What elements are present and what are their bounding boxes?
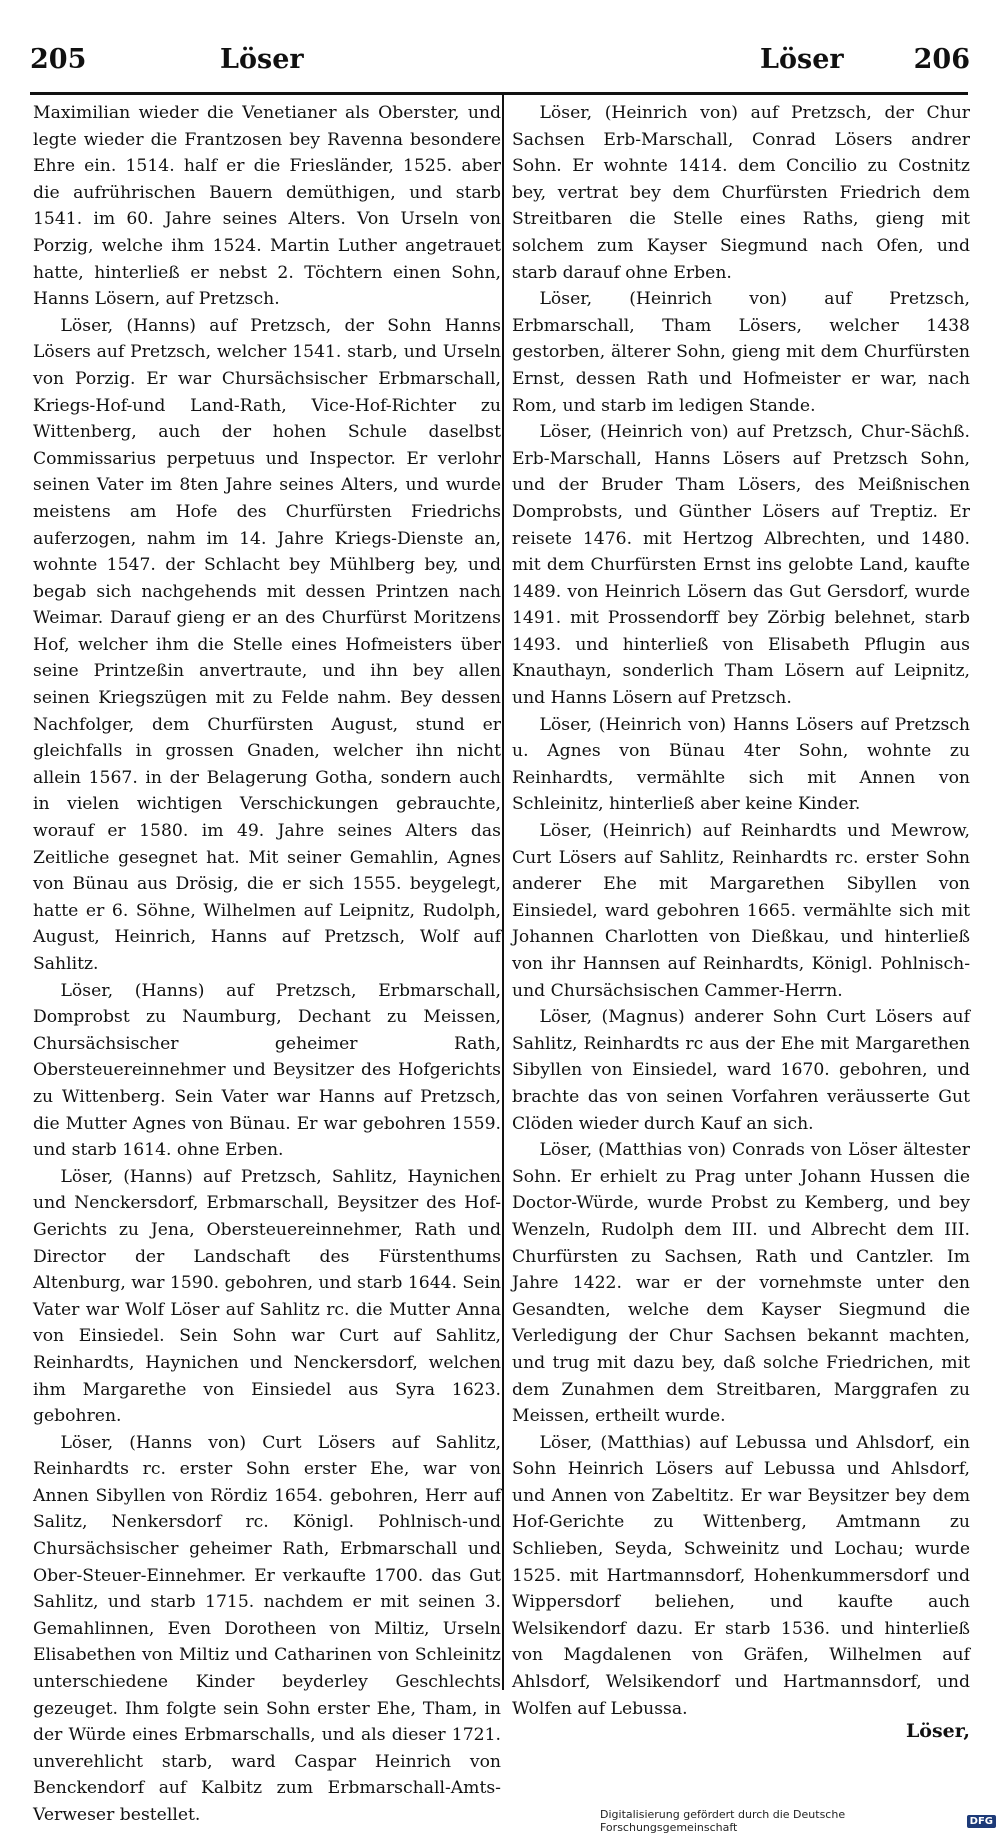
entry-heinrich-4: Löser, (Heinrich von) Hanns Lösers auf Pretzsch u. Agnes von Bünau 4ter Sohn, wohnte zu Reinhardts, vermählte sich mit Annen von Schleinitz, hinterließ aber keine Kinder. bbox=[512, 714, 970, 815]
right-column bbox=[512, 100, 970, 1722]
running-title-right: Löser bbox=[760, 44, 844, 75]
page-number-left: 205 bbox=[30, 44, 87, 75]
entry-matthias: Löser, (Matthias) auf Lebussa und Ahlsdorf, ein Sohn Heinrich Lösers auf Lebussa und Ahlsdorf, und Annen von Zabeltitz. Er war Beysitzer bey dem Hof-Gerichte zu Wittenberg, Amtmann zu Schlieben, Seyda, Schweinitz und Lochau; wurde 1525. mit Hartmannsdorf, Hohenkummersdorf und Wippersdorf beliehen, und kaufte auch Welsikendorf dazu. Er starb 1536. und hinterließ von Magdalenen von Gräfen, Wilhelmen auf Ahlsdorf, Welsikendorf und Hartmannsdorf, und Wolfen auf Lebussa. bbox=[512, 1432, 970, 1719]
entry-heinrich-5: Löser, (Heinrich) auf Reinhardts und Mewrow, Curt Lösers auf Sahlitz, Reinhardts rc. erster Sohn anderer Ehe mit Margarethen Sibyllen von Einsiedel, ward gebohren 1665. vermählte sich mit Johannen Charlotten von Dießkau, und hinterließ von ihr Hannsen auf Reinhardts, Königl. Pohlnisch- und Chursächsischen Cammer-Herrn. bbox=[512, 821, 970, 1001]
header-rule bbox=[30, 92, 968, 95]
column-divider bbox=[502, 94, 504, 1690]
entry-matthias-von: Löser, (Matthias von) Conrads von Löser ältester Sohn. Er erhielt zu Prag unter Johann Hussen die Doctor-Würde, wurde Probst zu Kemberg, und bey Wenzeln, Rudolph dem III. und Albrecht dem III. Churfürsten zu Sachsen, Rath und Cantzler. Im Jahre 1422. war er der vornehmste unter den Gesandten, welche dem Kayser Siegmund die Verledigung der Chur Sachsen bekannt machten, und trug mit dazu bey, daß solche Friedrichen, mit dem Zunahmen dem Streitbaren, Marggrafen zu Meissen, ertheilt wurde. bbox=[512, 1140, 970, 1427]
dfg-logo-icon: DFG bbox=[967, 1815, 996, 1828]
entry-hanns-2: Löser, (Hanns) auf Pretzsch, Erbmarschall, Domprobst zu Naumburg, Dechant zu Meissen, Chursächsischer geheimer Rath, Obersteuereinnehmer und Beysitzer des Hofgerichts zu Wittenberg. Sein Vater war Hanns auf Pretzsch, die Mutter Agnes von Bünau. Er war gebohren 1559. und starb 1614. ohne Erben. bbox=[33, 980, 501, 1161]
entry-heinrich-2: Löser, (Heinrich von) auf Pretzsch, Erbmarschall, Tham Lösers, welcher 1438 gestorben, älterer Sohn, gieng mit dem Churfürsten Ernst, dessen Rath und Hofmeister er war, nach Rom, und starb im ledigen Stande. bbox=[512, 289, 970, 416]
entry-hanns-1: Löser, (Hanns) auf Pretzsch, der Sohn Hanns Lösers auf Pretzsch, welcher 1541. starb, und Urseln von Porzig. Er war Chursächsischer Erbmarschall, Kriegs-Hof-und Land-Rath, Vice-Hof-Richter zu Wittenberg, auch der hohen Schule daselbst Commissarius perpetuus und Inspector. Er verlohr seinen Vater im 8ten Jahre seines Alters, und wurde meistens am Hofe des Churfürsten Friedrichs auferzogen, nahm im 14. Jahre Kriegs-Dienste an, wohnte 1547. der Schlacht bey Mühlberg bey, und begab sich nachgehends mit dessen Printzen nach Weimar. Darauf gieng er an des Churfürst Moritzens Hof, welcher ihm die Stelle eines Hofmeisters über seine Printzeßin anvertraute, und ihn bey allen seinen Kriegszügen mit zu Felde nahm. Bey dessen Nachfolger, dem Churfürsten August, stund er gleichfalls in grossen Gnaden, welcher ihn nicht allein 1567. in der Belagerung Gotha, sondern auch in vielen wichtigen Verschickungen gebrauchte, worauf er 1580. im 49. Jahre seines Alters das Zeitliche gesegnet hat. Mit seiner Gemahlin, Agnes von Bünau aus Drösig, die er sich 1555. beygelegt, hatte er 6. Söhne, Wilhelmen auf Leipnitz, Rudolph, August, Heinrich, Hanns auf Pretzsch, Wolf auf Sahlitz. bbox=[33, 315, 501, 974]
left-column bbox=[33, 100, 501, 1829]
entry-maximilian-continuation: Maximilian wieder die Venetianer als Oberster, und legte wieder die Frantzosen bey Ravenna besondere Ehre ein. 1514. half er die Friesländer, 1525. aber die aufrührischen Bauern demüthigen, und starb 1541. im 60. Jahre seines Alters. Von Urseln von Porzig, welche ihm 1524. Martin Luther angetrauet hatte, hinterließ er nebst 2. Töchtern einen Sohn, Hanns Lösern, auf Pretzsch. bbox=[33, 103, 501, 310]
catchword: Löser, bbox=[905, 1720, 970, 1742]
entry-heinrich-1: Löser, (Heinrich von) auf Pretzsch, der Chur Sachsen Erb-Marschall, Conrad Lösers andrer Sohn. Er wohnte 1414. dem Concilio zu Costnitz bey, vertrat bey dem Churfürsten Friedrich dem Streitbaren die Stelle eines Raths, gieng mit solchem zum Kayser Siegmund nach Ofen, und starb darauf ohne Erben. bbox=[512, 103, 970, 283]
entry-heinrich-3: Löser, (Heinrich von) auf Pretzsch, Chur-Sächß. Erb-Marschall, Hanns Lösers auf Pretzsch Sohn, und der Bruder Tham Lösers, des Meißnischen Domprobsts, und Günther Lösers auf Treptiz. Er reisete 1476. mit Hertzog Albrechten, und 1480. mit dem Churfürsten Ernst ins gelobte Land, kaufte 1489. von Heinrich Lösern das Gut Gersdorf, wurde 1491. mit Prossendorff bey Zörbig belehnet, starb 1493. und hinterließ von Elisabeth Pflugin aus Knauthayn, sonderlich Tham Lösern auf Leipnitz, und Hanns Lösern auf Pretzsch. bbox=[512, 422, 970, 709]
footer-text: Digitalisierung gefördert durch die Deutsche Forschungsgemeinschaft bbox=[600, 1808, 846, 1834]
running-header bbox=[30, 44, 970, 84]
page-number-right: 206 bbox=[913, 44, 970, 75]
digitization-footer bbox=[600, 1808, 996, 1834]
entry-hanns-3: Löser, (Hanns) auf Pretzsch, Sahlitz, Haynichen und Nenckersdorf, Erbmarschall, Beysitzer des Hof-Gerichts zu Jena, Obersteuereinnehmer, Rath und Director der Landschaft des Fürstenthums Altenburg, war 1590. gebohren, und starb 1644. Sein Vater war Wolf Löser auf Sahlitz rc. die Mutter Anna von Einsiedel. Sein Sohn war Curt auf Sahlitz, Reinhardts, Haynichen und Nenckersdorf, welchen ihm Margarethe von Einsiedel aus Syra 1623. gebohren. bbox=[33, 1166, 501, 1427]
entry-hanns-von: Löser, (Hanns von) Curt Lösers auf Sahlitz, Reinhardts rc. erster Sohn erster Ehe, war von Annen Sibyllen von Rördiz 1654. gebohren, Herr auf Salitz, Nenkersdorf rc. Königl. Pohlnisch-und Chursächsischer geheimer Rath, Erbmarschall und Ober-Steuer-Einnehmer. Er verkaufte 1700. das Gut Sahlitz, und starb 1715. nachdem er mit seinen 3. Gemahlinnen, Even Dorotheen von Miltiz, Urseln Elisabethen von Miltiz und Catharinen von Schleinitz unterschiedene Kinder beyderley Geschlechts gezeuget. Ihm folgte sein Sohn erster Ehe, Tham, in der Würde eines Erbmarschalls, und als dieser 1721. unverehlicht starb, ward Caspar Heinrich von Benckendorf auf Kalbitz zum Erbmarschall-Amts-Verweser bestellet. bbox=[33, 1432, 501, 1825]
entry-magnus: Löser, (Magnus) anderer Sohn Curt Lösers auf Sahlitz, Reinhardts rc aus der Ehe mit Margarethen Sibyllen von Einsiedel, ward 1670. gebohren, und brachte das von seinen Vorfahren veräusserte Gut Clöden wieder durch Kauf an sich. bbox=[512, 1007, 970, 1134]
running-title-left: Löser bbox=[220, 44, 304, 75]
